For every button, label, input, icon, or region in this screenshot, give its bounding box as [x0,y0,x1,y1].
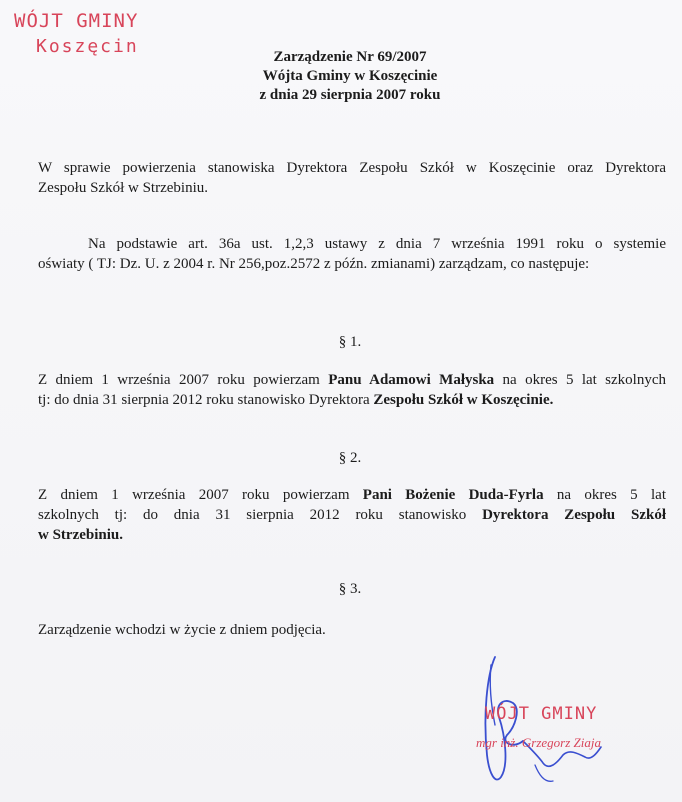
section-1-text-c: tj: do dnia 31 sierpnia 2012 roku stanowisko Dyrektora [38,392,374,408]
subject-line-1: W sprawie powierzenia stanowiska Dyrektora Zespołu Szkół w Koszęcinie oraz Dyrektora [38,160,666,176]
section-2-line-1 [38,485,666,505]
basis-line-2: oświaty ( TJ: Dz. U. z 2004 r. Nr 256,poz.2572 z późn. zmianami) zarządzam, co następuje: [38,256,590,272]
basis-line-1: Na podstawie art. 36a ust. 1,2,3 ustawy z dnia 7 września 1991 roku o systemie [88,236,666,252]
section-3-line-1: Zarządzenie wchodzi w życie z dniem podjęcia. [38,622,326,638]
section-1-paragraph [38,370,666,410]
section-1-text-b: na okres 5 lat szkolnych [494,372,667,388]
section-2-line-3 [38,525,666,545]
stamp-top-title: WÓJT GMINY [14,10,139,32]
section-1-person-name: Panu Adamowi Małyska [328,372,495,388]
heading-line-3: z dnia 29 sierpnia 2007 roku [259,87,441,103]
section-2-text-b: na okres 5 lat [543,487,666,503]
section-1-text-a: Z dniem 1 września 2007 roku powierzam [38,372,329,388]
section-1-line-2 [38,390,666,410]
section-2-school-place: w Strzebiniu. [38,527,124,543]
heading-line-1: Zarządzenie Nr 69/2007 [273,49,427,65]
document-heading [150,48,550,105]
subject-paragraph [38,158,666,198]
section-2-person-name: Pani Bożenie Duda-Fyrla [362,487,544,503]
section-2-text-c: szkolnych tj: do dnia 31 sierpnia 2012 roku stanowisko [38,507,483,523]
section-2-title: § 2. [338,450,362,466]
section-2-position: Dyrektora Zespołu Szkół [482,507,666,523]
section-2-text-a: Z dniem 1 września 2007 roku powierzam [38,487,363,503]
subject-line-2: Zespołu Szkół w Strzebiniu. [38,180,208,196]
legal-basis-paragraph [38,234,666,274]
section-1-school-name: Zespołu Szkół w Koszęcinie. [373,392,554,408]
signature-stamp-title: WÓJT GMINY [485,704,598,724]
section-2-line-2 [38,505,666,525]
section-2-paragraph [38,485,666,545]
section-1-title: § 1. [338,334,362,350]
section-3-title: § 3. [338,581,362,597]
section-3-paragraph [38,620,666,640]
signature-stamp-name: mgr inż. Grzegorz Ziaja [476,735,601,750]
stamp-top-place: Koszęcin [36,36,139,57]
section-1-line-1 [38,370,666,390]
heading-line-2: Wójta Gminy w Koszęcinie [262,68,438,84]
